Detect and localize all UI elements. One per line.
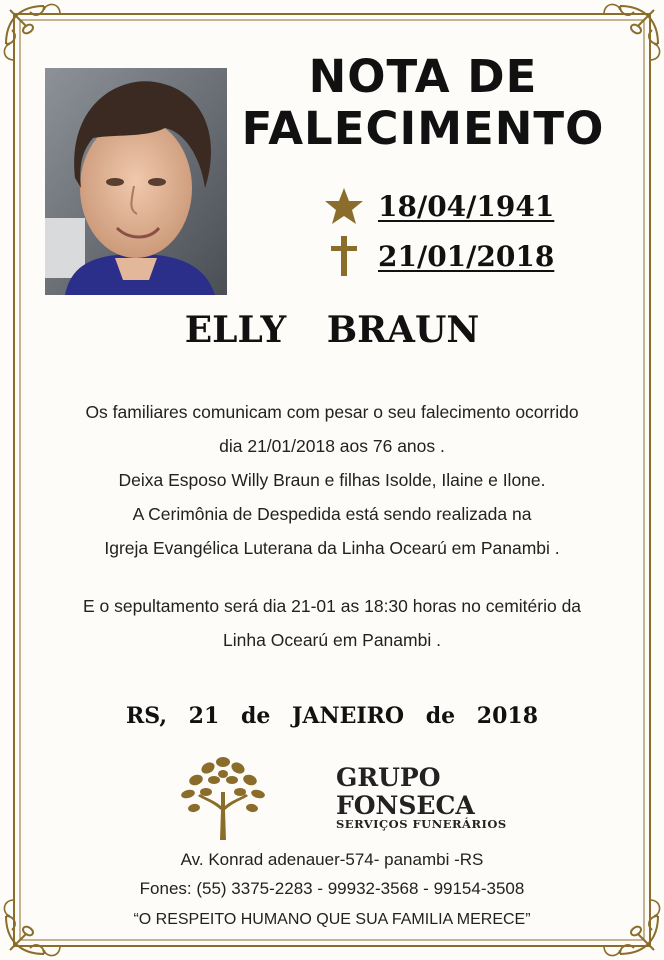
tree-logo-icon bbox=[178, 752, 268, 840]
title-line-1: NOTA DE bbox=[308, 50, 538, 103]
company-tagline: SERVIÇOS FUNERÁRIOS bbox=[336, 817, 507, 831]
company-phones: Fones: (55) 3375-2283 - 99932-3568 - 99154-3508 bbox=[139, 879, 525, 898]
announcement-line: Igreja Evangélica Luterana da Linha Ocearú em Panambi . bbox=[104, 538, 560, 558]
announcement-line: A Cerimônia de Despedida está sendo realizada na bbox=[132, 504, 532, 524]
burial-line: Linha Ocearú em Panambi . bbox=[223, 630, 441, 650]
announcement-line: Deixa Esposo Willy Braun e filhas Isolde, Ilaine e Ilone. bbox=[118, 470, 546, 490]
deceased-name: ELLY BRAUN bbox=[184, 309, 480, 351]
burial-line: E o sepultamento será dia 21-01 as 18:30 horas no cemitério da bbox=[82, 596, 582, 616]
death-date-row bbox=[322, 236, 554, 276]
star-icon bbox=[322, 186, 366, 226]
death-date: 21/01/2018 bbox=[378, 239, 555, 273]
title-line-2: FALECIMENTO bbox=[241, 102, 605, 155]
company-name-line-2: FONSECA bbox=[336, 791, 475, 820]
place-date: RS, 21 de JANEIRO de 2018 bbox=[125, 703, 539, 729]
company-motto: “O RESPEITO HUMANO QUE SUA FAMILIA MERECE” bbox=[133, 911, 531, 928]
company-name-line-1: GRUPO bbox=[336, 763, 441, 792]
burial-text bbox=[28, 589, 636, 657]
birth-date: 18/04/1941 bbox=[378, 189, 555, 223]
announcement-line: Os familiares comunicam com pesar o seu falecimento ocorrido bbox=[85, 402, 579, 422]
birth-date-row bbox=[322, 186, 554, 226]
cross-icon bbox=[322, 236, 366, 276]
company-address: Av. Konrad adenauer-574- panambi -RS bbox=[180, 850, 484, 869]
announcement-text bbox=[28, 395, 636, 565]
portrait-photo bbox=[45, 68, 227, 295]
announcement-line: dia 21/01/2018 aos 76 anos . bbox=[219, 436, 445, 456]
